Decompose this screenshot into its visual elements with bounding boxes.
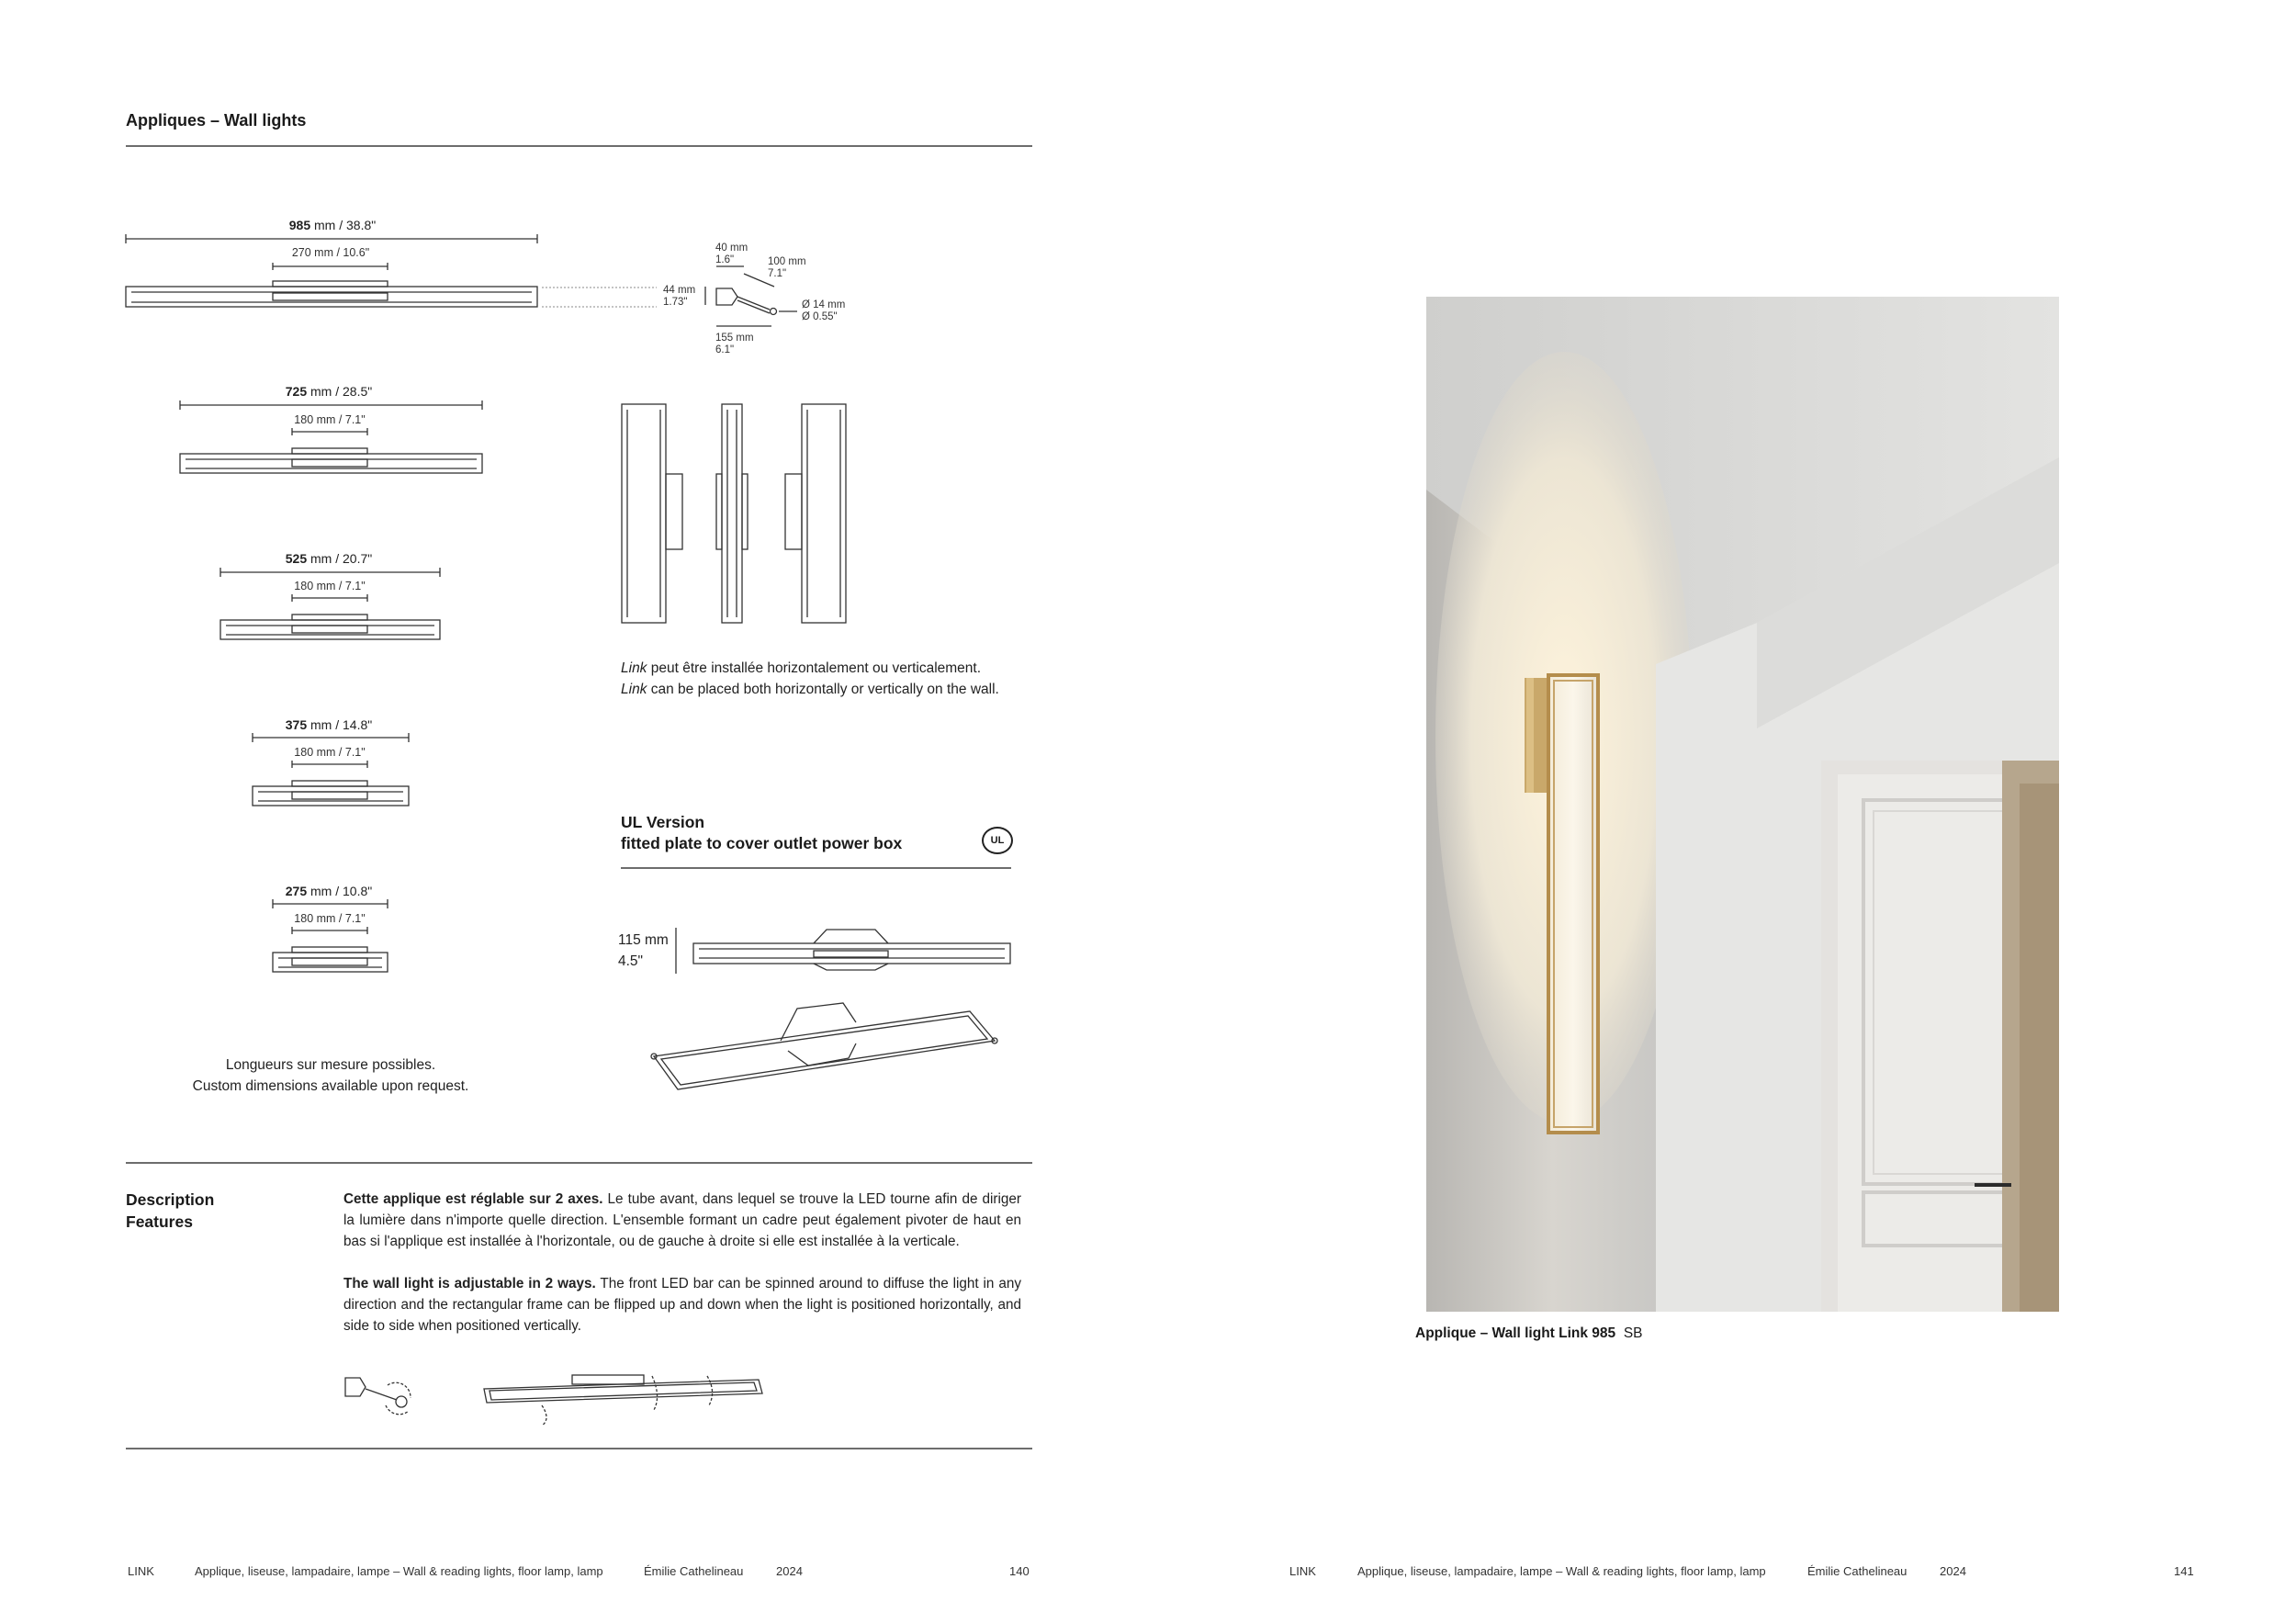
model-525-plate: 180 mm / 7.1" [294, 580, 366, 592]
model-275-plate: 180 mm / 7.1" [294, 912, 366, 925]
tube-dim: Ø 14 mm Ø 0.55" [802, 299, 846, 322]
footer-year-left: 2024 [776, 1564, 803, 1578]
depth-dim: 40 mm 1.6" [715, 242, 748, 265]
model-725-plate: 180 mm / 7.1" [294, 413, 366, 426]
model-275-length: 275 mm / 10.8" [285, 884, 373, 898]
description-heading: Description Features [126, 1190, 215, 1231]
model-525-length: 525 mm / 20.7" [285, 551, 373, 566]
description-fr: Cette applique est réglable sur 2 axes. Le tube avant, dans lequel se trouve la LED tourne afin de diriger la lumière dans n'importe quelle direction. L'ensemble formant un cadre peut également pivoter de haut en bas si l'applique est installée à l'horizontale, ou de gauche à droite si elle est installée à la verticale. [343, 1191, 1021, 1250]
model-375-length: 375 mm / 14.8" [285, 717, 373, 732]
footer-page-left: 140 [1009, 1564, 1030, 1578]
ul-height-dim: 115 mm 4.5" [618, 932, 669, 969]
projection-dim: 155 mm 6.1" [715, 333, 754, 355]
model-985-length: 985 mm / 38.8" [288, 218, 377, 232]
footer-year-right: 2024 [1940, 1564, 1966, 1578]
section-title: Appliques – Wall lights [126, 111, 307, 130]
description-rule-bottom [126, 1448, 1032, 1449]
model-725-length: 725 mm / 28.5" [285, 384, 373, 399]
description-en: The wall light is adjustable in 2 ways. The front LED bar can be spinned around to diffuse the light in any direction and the rectangular frame can be flipped up and down when the light is positioned horizontally, and side to side when positioned vertically. [343, 1276, 1021, 1335]
ul-version-title: UL Version fitted plate to cover outlet power box [621, 813, 903, 852]
model-375-plate: 180 mm / 7.1" [294, 746, 366, 759]
custom-dimensions-note: Longueurs sur mesure possibles. Custom dimensions available upon request. [192, 1057, 469, 1094]
footer-page-right: 141 [2174, 1564, 2194, 1578]
footer-designer-left: Émilie Cathelineau [644, 1564, 744, 1578]
footer-brand-left: LINK [128, 1564, 154, 1578]
orientation-caption: Link peut être installée horizontalement ou verticalement. Link can be placed both horizontally or vertically on the wall. [621, 660, 999, 697]
photo-caption: Applique – Wall light Link 985 SB [1415, 1325, 1643, 1341]
height-dim: 44 mm 1.73" [663, 285, 696, 308]
ul-badge-icon: UL [982, 827, 1013, 854]
footer-category-left: Applique, liseuse, lampadaire, lampe – Wall & reading lights, floor lamp, lamp [195, 1564, 603, 1578]
footer-designer-right: Émilie Cathelineau [1807, 1564, 1908, 1578]
footer-category-right: Applique, liseuse, lampadaire, lampe – Wall & reading lights, floor lamp, lamp [1357, 1564, 1766, 1578]
product-photo [1426, 297, 2059, 1312]
model-985-plate: 270 mm / 10.6" [291, 246, 370, 259]
footer-brand-right: LINK [1289, 1564, 1316, 1578]
arm-dim: 100 mm 7.1" [768, 256, 806, 279]
